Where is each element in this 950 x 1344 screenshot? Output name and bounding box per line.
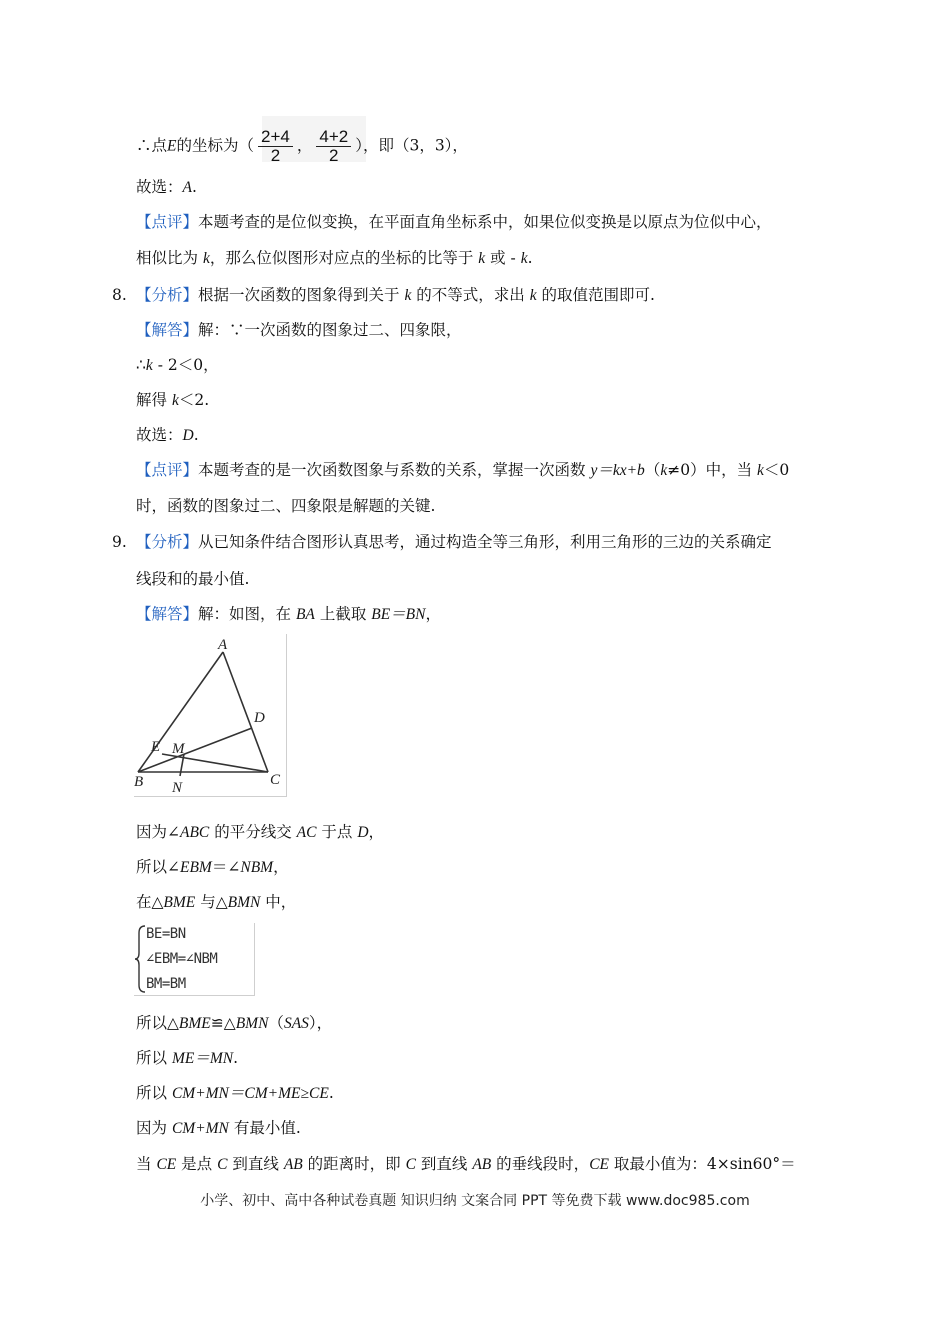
label-n: N	[172, 780, 183, 796]
label-b: B	[134, 774, 144, 790]
solution-tag: 【解答】	[136, 605, 199, 623]
equation-row: BM=BM	[146, 976, 186, 992]
fraction-y: $\frac{4+2}{2}$	[316, 128, 351, 165]
analysis-tag: 【分析】	[136, 533, 199, 551]
proof-line: 所以△BME≌△BMN（SAS），	[136, 1014, 333, 1032]
analysis-line-2: 线段和的最小值.	[136, 570, 250, 588]
answer-line: 故选：D.	[136, 426, 199, 444]
coordinate-line	[136, 128, 468, 165]
label-m: M	[172, 741, 185, 757]
proof-line: 在△BME 与△BMN 中，	[136, 893, 297, 911]
label-a: A	[218, 637, 228, 653]
step-line: ∴k - 2＜0，	[136, 356, 219, 374]
proof-line: 所以 ME＝MN.	[136, 1049, 239, 1067]
page-footer: 小学、初中、高中各种试卷真题 知识归纳 文案合同 PPT 等免费下载 www.doc985.com	[200, 1193, 750, 1209]
answer-line: 故选：A.	[136, 178, 197, 196]
proof-line: 当 CE 是点 C 到直线 AB 的距离时，即 C 到直线 AB 的垂线段时，CE 取最小值为：4×sin60°＝	[136, 1155, 796, 1173]
question-number: 8.	[112, 286, 127, 304]
step-line: 解得 k＜2.	[136, 391, 210, 409]
analysis-tag: 【分析】	[136, 286, 199, 304]
triangle-figure	[134, 634, 287, 797]
review-tag: 【点评】	[136, 461, 199, 479]
equation-row: BE=BN	[146, 926, 186, 942]
review-line-2: 时，函数的图象过二、四象限是解题的关键.	[136, 497, 436, 515]
analysis-line: 【分析】根据一次函数的图象得到关于 k 的不等式，求出 k 的取值范围即可.	[136, 286, 655, 304]
review-line-2: 相似比为 k，那么位似图形对应点的坐标的比等于 k 或 - k.	[136, 249, 533, 267]
proof-line: 所以∠EBM＝∠NBM，	[136, 858, 289, 876]
analysis-line: 【分析】从已知条件结合图形认真思考，通过构造全等三角形，利用三角形的三边的关系确定	[136, 533, 772, 551]
question-number: 9.	[112, 533, 127, 551]
label-d: D	[254, 710, 265, 726]
review-line: 【点评】本题考查的是位似变换，在平面直角坐标系中，如果位似变换是以原点为位似中心，	[136, 213, 772, 231]
equation-row: ∠EBM=∠NBM	[146, 951, 218, 967]
solution-line: 【解答】解：如图，在 BA 上截取 BE＝BN，	[136, 605, 442, 623]
text: 的坐标为（	[176, 136, 254, 155]
equation-system	[134, 923, 255, 996]
text: ，	[296, 136, 313, 155]
var: E	[167, 137, 177, 155]
label-c: C	[270, 772, 281, 788]
proof-line: 因为 CM+MN 有最小值.	[136, 1119, 301, 1137]
solution-tag: 【解答】	[136, 321, 199, 339]
triangle-diagram	[134, 634, 286, 796]
text: ∴点	[136, 136, 168, 155]
proof-line: 所以 CM+MN＝CM+ME≥CE.	[136, 1084, 334, 1102]
proof-line: 因为∠ABC 的平分线交 AC 于点 D，	[136, 823, 385, 841]
solution-line: 【解答】解：∵一次函数的图象过二、四象限，	[136, 321, 462, 339]
review-tag: 【点评】	[136, 213, 199, 231]
fraction-x: $\frac{2+4}{2}$	[258, 128, 293, 165]
review-line: 【点评】本题考查的是一次函数图象与系数的关系，掌握一次函数 y＝kx+b（k≠0）中，当 k＜0	[136, 461, 790, 479]
label-e: E	[151, 739, 161, 755]
text: ），即（3，3），	[355, 136, 468, 155]
